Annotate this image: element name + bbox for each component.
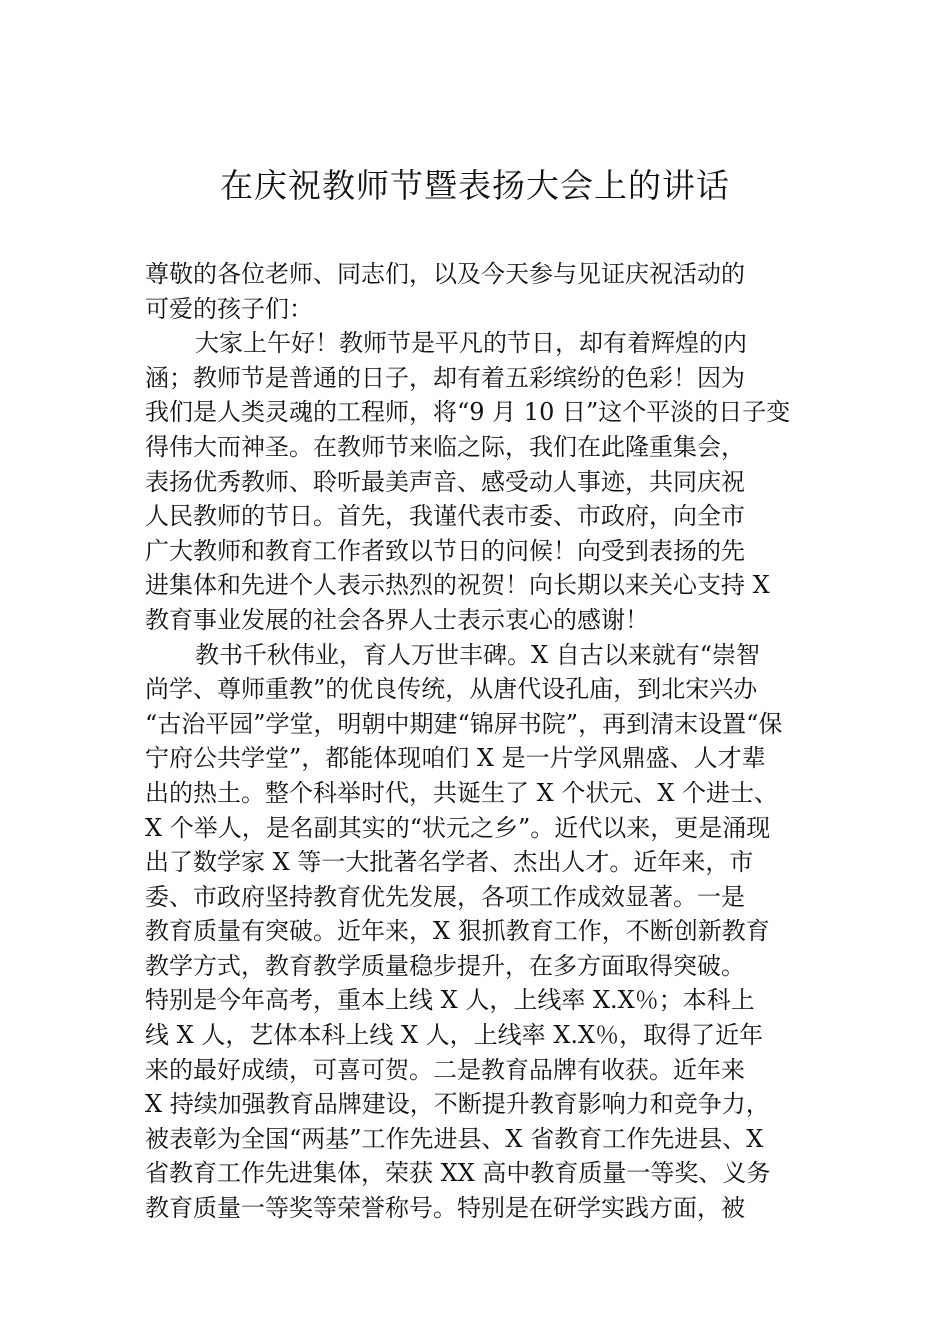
text-line: 可爱的孩子们： <box>145 294 313 323</box>
text-line: 我们是人类灵魂的工程师，将“9 月 10 日”这个平淡的日子变 <box>145 398 791 427</box>
text-line: 出的热土。整个科举时代，共诞生了 X 个状元、X 个进士、 <box>145 778 779 807</box>
text-line: X 持续加强教育品牌建设，不断提升教育影响力和竞争力， <box>145 1090 770 1119</box>
page-title: 在庆祝教师节暨表扬大会上的讲话 <box>220 166 730 205</box>
text-line: 表扬优秀教师、聆听最美声音、感受动人事迹，共同庆祝 <box>145 467 745 496</box>
text-line: 来的最好成绩，可喜可贺。二是教育品牌有收获。近年来 <box>145 1055 745 1084</box>
text-line: 尚学、尊师重教”的优良传统，从唐代设孔庙，到北宋兴办 <box>145 675 758 704</box>
text-line: 大家上午好！教师节是平凡的节日，却有着辉煌的内 <box>195 329 747 358</box>
text-line: 涵；教师节是普通的日子，却有着五彩缤纷的色彩！因为 <box>145 363 745 392</box>
speech-body <box>145 257 813 1226</box>
text-line: 省教育工作先进集体，荣获 XX 高中教育质量一等奖、义务 <box>145 1159 771 1188</box>
text-line: 教育事业发展的社会各界人士表示衷心的感谢！ <box>145 605 649 634</box>
text-line: 委、市政府坚持教育优先发展，各项工作成效显著。一是 <box>145 882 745 911</box>
text-line: 线 X 人，艺体本科上线 X 人，上线率 X.X％，取得了近年 <box>145 1021 764 1050</box>
text-line: 教育质量有突破。近年来，X 狠抓教育工作，不断创新教育 <box>145 917 770 946</box>
text-line: 教书千秋伟业，育人万世丰碑。X 自古以来就有“崇智 <box>195 640 760 669</box>
text-line: 出了数学家 X 等一大批著名学者、杰出人才。近年来，市 <box>145 848 754 877</box>
text-line: 人民教师的节日。首先，我谨代表市委、市政府，向全市 <box>145 502 745 531</box>
text-line: “古治平园”学堂，明朝中期建“锦屏书院”，再到清末设置“保 <box>145 709 783 738</box>
text-line: 尊敬的各位老师、同志们，以及今天参与见证庆祝活动的 <box>145 260 745 288</box>
text-line: 教学方式，教育教学质量稳步提升，在多方面取得突破。 <box>145 951 745 980</box>
text-line: X 个举人，是名副其实的“状元之乡”。近代以来，更是涌现 <box>145 813 771 842</box>
text-line: 特别是今年高考，重本上线 X 人，上线率 X.X％；本科上 <box>145 986 755 1015</box>
text-line: 进集体和先进个人表示热烈的祝贺！向长期以来关心支持 X <box>145 571 770 600</box>
text-line: 宁府公共学堂”，都能体现咱们 X 是一片学风鼎盛、人才辈 <box>145 744 766 773</box>
text-line: 教育质量一等奖等荣誉称号。特别是在研学实践方面，被 <box>145 1194 745 1223</box>
text-line: 广大教师和教育工作者致以节日的问候！向受到表扬的先 <box>145 536 745 565</box>
text-line: 被表彰为全国“两基”工作先进县、X 省教育工作先进县、X <box>145 1124 764 1153</box>
text-line: 得伟大而神圣。在教师节来临之际，我们在此隆重集会， <box>145 432 745 461</box>
